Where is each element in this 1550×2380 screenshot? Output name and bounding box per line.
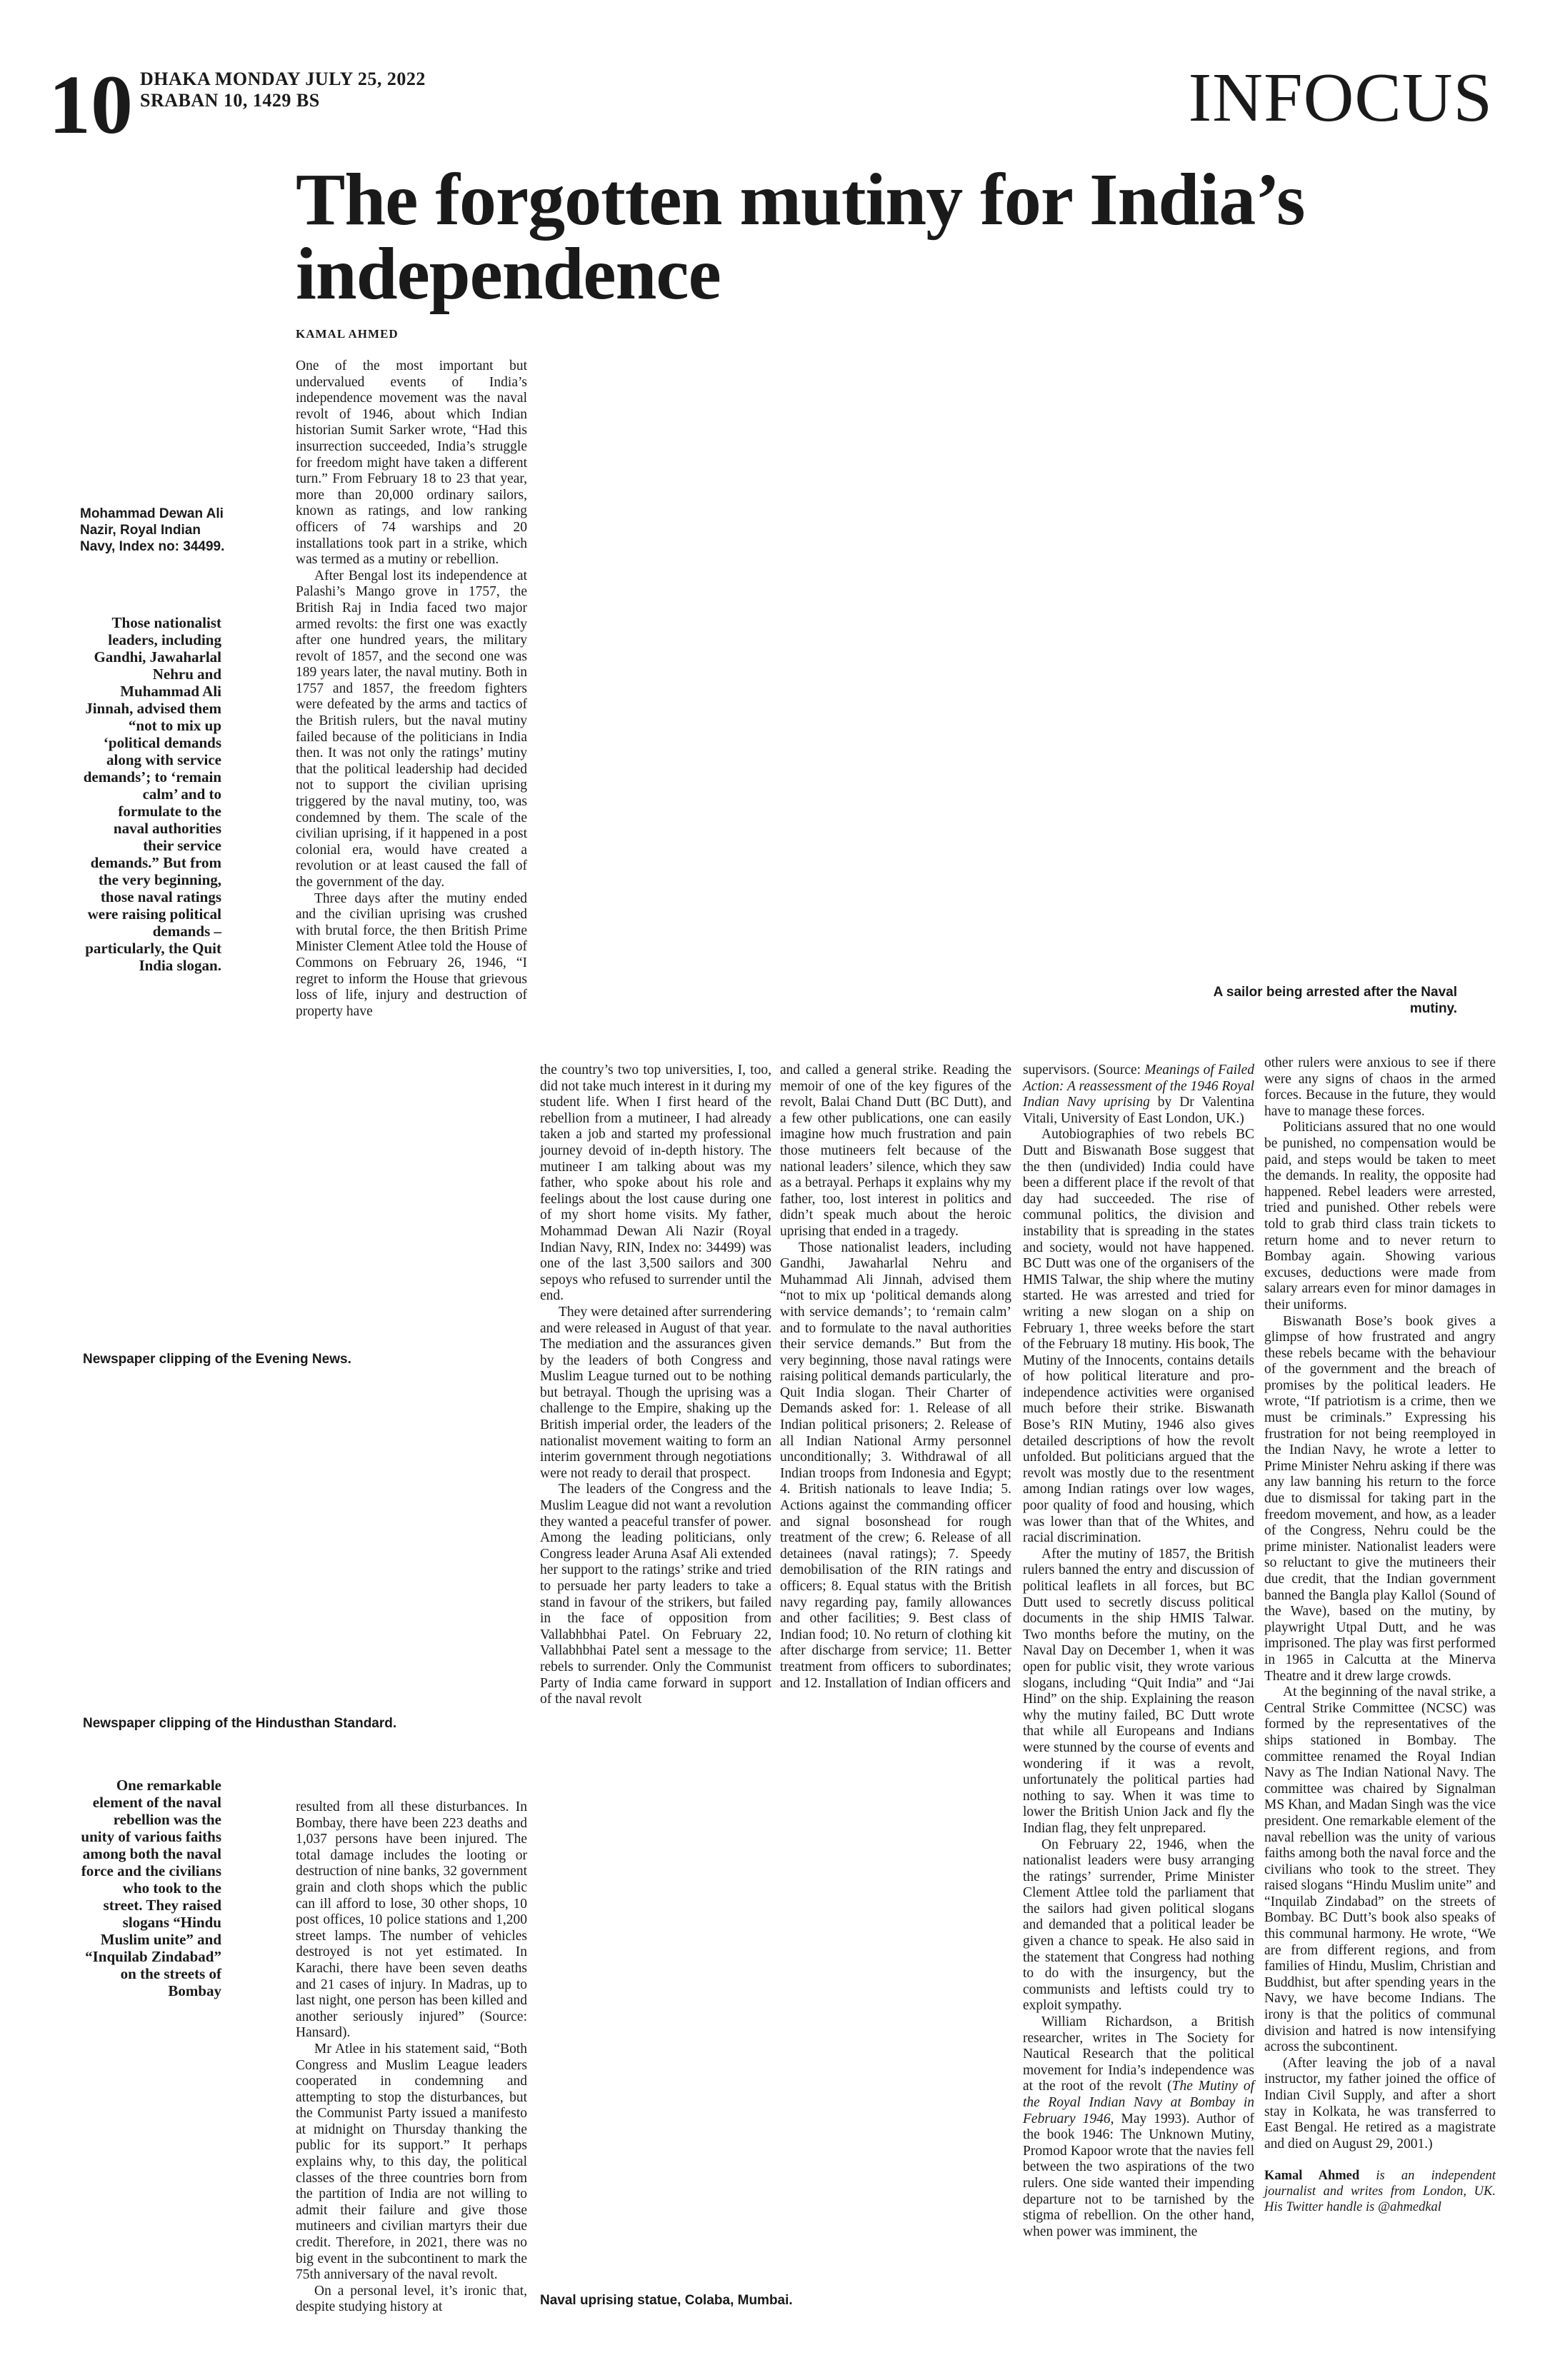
paragraph: On February 22, 1946, when the nationalist leaders were busy arranging the ratings’ surrender, Prime Minister Clement Attlee told the parliament that the sailors had given political slogans and demanded that a political leader be given a chance to speak. He also said in the statement that Congress had nothing to do with the insurgency, but the communists and leftists could try to exploit sympathy. — [1023, 1837, 1254, 2014]
pull-quote: One remarkable element of the naval rebellion was the unity of various faiths among both the naval force and the civilians who took to the street. They raised slogans “Hindu Muslim unite” and “Inquilab Zindabad” on the streets of Bombay — [81, 1777, 221, 1999]
paragraph: Three days after the mutiny ended and the civilian uprising was crushed with brutal force, the then British Prime Minister Clement Atlee told the House of Commons on February 26, 1946, “I regret to inform the House that grievous loss of life, injury and destruction of property have — [296, 890, 527, 1019]
byline: KAMAL AHMED — [296, 327, 399, 341]
arrest-photo-caption: A sailor being arrested after the Naval mutiny. — [1213, 985, 1457, 1016]
bangla-date: SRABAN 10, 1429 BS — [140, 90, 320, 111]
paragraph: Politicians assured that no one would be punished, no compensation would be paid, and steps would be taken to meet the demands. In reality, the opposite had happened. Rebel leaders were arrested, tried and punished. Other rebels were told to grab third class train tickets to return home and to never return to Bombay again. Showing various excuses, deductions were made from salary arrears even for minor damages in their uniforms. — [1264, 1120, 1496, 1312]
paragraph: William Richardson, a British researcher, writes in The Society for Nautical Research that the political movement for India’s independence was at the root of the revolt (The Mutiny of the Royal Indian Navy at Bombay in February 1946, May 1993). Author of the book 1946: The Unknown Mutiny, Promod Kapoor wrote that the navies fell between the two aspirations of the two rulers. One side wanted their impending departure not to be tarnished by the stigma of rebellion. On the other hand, when power was imminent, the — [1023, 2014, 1254, 2239]
paragraph: other rulers were anxious to see if there were any signs of chaos in the armed forces. Because in the future, they would have to manage these forces. — [1264, 1055, 1496, 1119]
hindusthan-caption: Newspaper clipping of the Hindusthan Standard. — [83, 1716, 397, 1731]
author-bio: Kamal Ahmed is an independent journalist and writes from London, UK. His Twitter handle is @ahmedkal — [1264, 2169, 1496, 2215]
portrait-caption: Mohammad Dewan Ali Nazir, Royal Indian Navy, Index no: 34499. — [80, 506, 225, 554]
statue-photo-caption: Naval uprising statue, Colaba, Mumbai. — [540, 2293, 793, 2308]
body-column — [1023, 1063, 1254, 2240]
source-title: Meanings of Failed Action: A reassessment of the 1946 Royal Indian Navy uprising — [1023, 1063, 1254, 1110]
body-column — [296, 1799, 527, 2316]
evening-news-caption: Newspaper clipping of the Evening News. — [83, 1352, 351, 1367]
date-line — [140, 69, 426, 111]
headline: The forgotten mutiny for India’s independence — [296, 159, 1305, 315]
paragraph: They were detained after surrendering and were released in August of that year. The mediation and the assurances given by the leaders of both Congress and Muslim League turned out to be nothing but betrayal. Though the uprising was a challenge to the Empire, shaking up the British imperial order, the leaders of the nationalist movement waiting to form an interim government through negotiations were not ready to derail that prospect. — [540, 1304, 771, 1481]
body-column — [296, 358, 527, 1020]
paragraph: Biswanath Bose’s book gives a glimpse of how frustrated and angry these rebels became with the behaviour of the government and the breach of promises by the political leaders. He wrote, “If patriotism is a crime, then we must be criminals.” Expressing his frustration for not being reemployed in the Indian Navy, he wrote a letter to Prime Minister Nehru asking if there was any law banning his return to the force due to dismissal for taking part in the freedom movement, and how, as a leader of the Congress, Nehru could be the prime minister. Nationalist leaders were so reluctant to give the mutineers their due credit, that the Indian government banned the Bangla play Kallol (Sound of the Wave), based on the mutiny, by playwright Utpal Dutt, and he was imprisoned. The play was first performed in 1965 in Calcutta at the Minerva Theatre and it drew large crowds. — [1264, 1313, 1496, 1684]
paragraph: and called a general strike. Reading the memoir of one of the key figures of the revolt, Balai Chand Dutt (BC Dutt), and a few other publications, one can easily imagine how much frustration and pain those mutineers felt because of the national leaders’ silence, which they saw as a betrayal. Perhaps it explains why my father, too, lost interest in politics and didn’t speak much about the heroic uprising that ended in a tragedy. — [780, 1063, 1011, 1239]
section-title: INFOCUS — [1188, 59, 1493, 136]
paragraph: resulted from all these disturbances. In Bombay, there have been 223 deaths and 1,037 persons have been injured. The total damage includes the looting or destruction of nine banks, 32 government grain and cloth shops which the public can ill afford to lose, 30 other shops, 10 post offices, 10 police stations and 1,200 street lamps. The number of vehicles destroyed is not yet estimated. In Karachi, there have been seven deaths and 21 cases of injury. In Madras, up to last night, one person has been killed and another seriously injured” (Source: Hansard). — [296, 1799, 527, 2041]
paragraph: Those nationalist leaders, including Gandhi, Jawaharlal Nehru and Muhammad Ali Jinnah, advised them “not to mix up ‘political demands along with service demands’; to ‘remain calm’ and to formulate to the naval authorities their service demands.” But from the very beginning, those naval ratings were raising political demands particularly, the Quit India slogan. Their Charter of Demands asked for: 1. Release of all Indian political prisoners; 2. Release of all Indian National Army personnel unconditionally; 3. Withdrawal of all Indian troops from Indonesia and Egypt; 4. British nationals to leave India; 5. Actions against the commanding officer and signal bosonshead for rough treatment of the crew; 6. Release of all detainees (naval ratings); 7. Speedy demobilisation of the RIN ratings and officers; 8. Equal status with the British navy regarding pay, family allowances and other facilities; 9. Best class of Indian food; 10. No return of clothing kit after discharge from service; 11. Better treatment from officers to subordinates; and 12. Installation of Indian officers and — [780, 1240, 1011, 1691]
paragraph: The leaders of the Congress and the Muslim League did not want a revolution they wanted a peaceful transfer of power. Among the leading politicians, only Congress leader Aruna Asaf Ali extended her support to the ratings’ strike and tried to persuade her party leaders to take a stand in favour of the strikers, but failed in the face of opposition from Vallabhbhai Patel. On February 22, Vallabhbhai Patel sent a message to the rebels to surrender. Only the Communist Party of India came forward in support of the naval revolt — [540, 1482, 771, 1707]
paragraph: On a personal level, it’s ironic that, despite studying history at — [296, 2283, 527, 2315]
paragraph: the country’s two top universities, I, too, did not take much interest in it during my student life. When I first heard of the rebellion from a mutineer, I had already taken a job and started my professional journey devoid of in-depth history. The mutineer I am talking about was my father, who spoke about his role and feelings about the lost cause during one of my short home visits. My father, Mohammad Dewan Ali Nazir (Royal Indian Navy, RIN, Index no: 34499) was one of the last 3,500 sailors and 300 sepoys who refused to surrender until the end. — [540, 1063, 771, 1304]
gregorian-date: DHAKA MONDAY JULY 25, 2022 — [140, 69, 426, 89]
source-title: The Mutiny of the Royal Indian Navy at Bombay in February 1946 — [1023, 2079, 1254, 2127]
paragraph: After Bengal lost its independence at Palashi’s Mango grove in 1757, the British Raj in India faced two major armed revolts: the first one was exactly after one hundred years, the military revolt of 1857, and the second one was 189 years later, the naval mutiny. Both in 1757 and 1857, the freedom fighters were defeated by the arms and tactics of the British rulers, but the naval mutiny failed because of the politicians in India then. It was not only the ratings’ mutiny that the political leadership had decided not to support the civilian uprising triggered by the naval mutiny, too, was condemned by them. The scale of the civilian uprising, if it happened in a post colonial era, would have created a revolution or at least caused the fall of the government of the day. — [296, 568, 527, 890]
author-name: Kamal Ahmed — [1264, 2169, 1360, 2184]
paragraph: Autobiographies of two rebels BC Dutt and Biswanath Bose suggest that the then (undivided) India could have been a different place if the revolt of that day had succeeded. The rise of communal politics, the division and instability that is spreading in the states and society, would not have happened. BC Dutt was one of the organisers of the HMIS Talwar, the ship where the mutiny started. He was arrested and tried for writing a new slogan on a ship on February 1, three weeks before the start of the February 18 mutiny. His book, The Mutiny of the Innocents, contains details of how political literature and pro-independence activities were organised much before their strike. Biswanath Bose’s RIN Mutiny, 1946 also gives detailed descriptions of how the revolt unfolded. But politicians argued that the revolt was mostly due to the resentment among Indian ratings over low wages, poor quality of food and housing, which was lower than that of the Whites, and racial discrimination. — [1023, 1127, 1254, 1546]
body-column — [780, 1063, 1011, 1692]
pull-quote: Those nationalist leaders, including Gandhi, Jawaharlal Nehru and Muhammad Ali Jinnah, advised them “not to mix up ‘political demands along with service demands’; to ‘remain calm’ and to formulate to the naval authorities their service demands.” But from the very beginning, those naval ratings were raising political demands – particularly, the Quit India slogan. — [83, 614, 221, 974]
paragraph: Mr Atlee in his statement said, “Both Congress and Muslim League leaders cooperated in condemning and attempting to stop the disturbances, but the Communist Party issued a manifesto at midnight on Thursday thanking the public for its support.” It perhaps explains why, to this day, the political classes of the three countries born from the partition of India are not willing to admit their failure and give those mutineers and civilian martyrs their due credit. Therefore, in 2021, there was no big event in the subcontinent to mark the 75th anniversary of the naval revolt. — [296, 2041, 527, 2283]
paragraph: After the mutiny of 1857, the British rulers banned the entry and discussion of political leaflets in all forces, but BC Dutt used to secretly discuss political documents in the ship HMIS Talwar. Two months before the mutiny, on the Naval Day on December 1, when it was open for public visit, they wrote various slogans, including “Quit India” and “Jai Hind” on the ship. Explaining the reason why the mutiny failed, BC Dutt wrote that while all Europeans and Indians were stunned by the course of events and wondering if it was a revolt, unfortunately the political parties had nothing to say. When it was time to lower the British Union Jack and fly the Indian flag, they felt unprepared. — [1023, 1546, 1254, 1836]
paragraph: One of the most important but undervalued events of India’s independence movement was the naval revolt of 1946, about which Indian historian Sumit Sarker wrote, “Had this insurrection succeeded, India’s struggle for freedom might have taken a different turn.” From February 18 to 23 that year, more than 20,000 ordinary sailors, known as ratings, and low ranking officers of 74 warships and 20 installations took part in a strike, which was termed as a mutiny or rebellion. — [296, 358, 527, 568]
page-number: 10 — [49, 58, 133, 151]
paragraph: supervisors. (Source: Meanings of Failed Action: A reassessment of the 1946 Royal Indian Navy uprising by Dr Valentina Vitali, University of East London, UK.) — [1023, 1063, 1254, 1126]
body-column — [540, 1063, 771, 1708]
paragraph: At the beginning of the naval strike, a Central Strike Committee (NCSC) was formed by the representatives of the ships stationed in Bombay. The committee renamed the Royal Indian Navy as The Indian National Navy. The committee was chaired by Signalman MS Khan, and Madan Singh was the vice president. One remarkable element of the naval rebellion was the unity of various faiths among both the naval force and the civilians who took to the street. They raised slogans “Hindu Muslim unite” and “Inquilab Zindabad” on the streets of Bombay. BC Dutt’s book also speaks of this communal harmony. He wrote, “We are from different regions, and from families of Hindu, Muslim, Christian and Buddhist, but after spending years in the Navy, we have become Indians. The irony is that the politics of communal division and hatred is now intensifying across the subcontinent. — [1264, 1684, 1496, 2055]
paragraph: (After leaving the job of a naval instructor, my father joined the office of Indian Civil Supply, and after a short stay in Kolkata, he was transferred to East Bengal. He retired as a magistrate and died on August 29, 2001.) — [1264, 2055, 1496, 2151]
body-column — [1264, 1055, 1496, 2215]
